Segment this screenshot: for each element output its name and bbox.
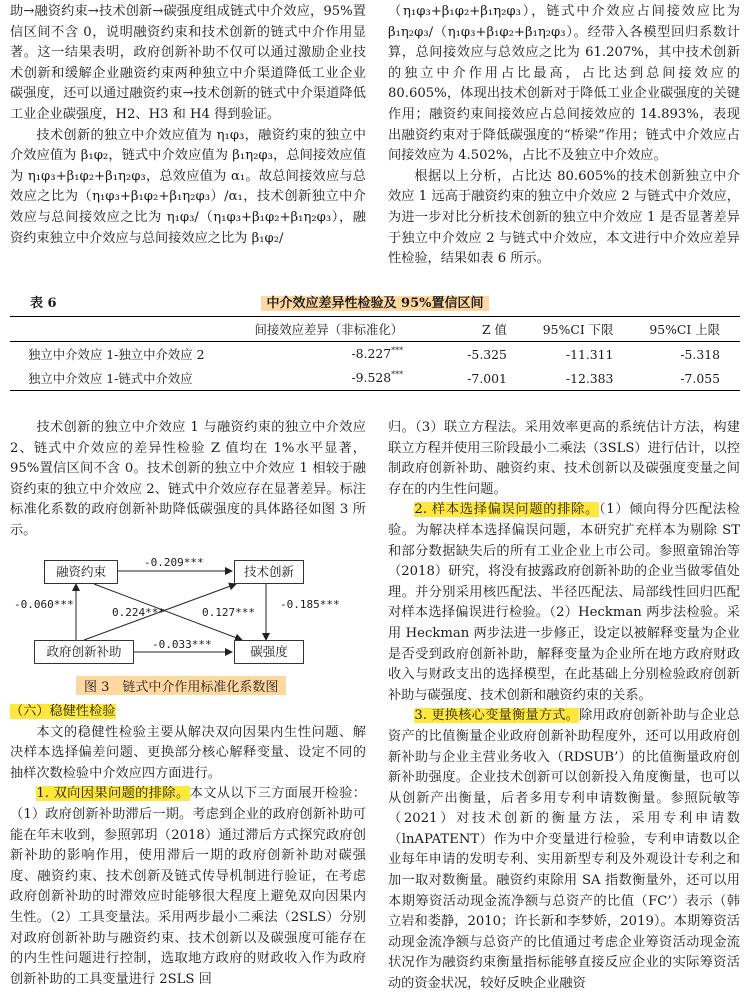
- row-name: 独立中介效应 1-链式中介效应: [28, 371, 193, 386]
- significance-mark: ***: [391, 346, 404, 356]
- significance-mark: ***: [391, 370, 404, 380]
- paragraph: [388, 500, 740, 706]
- edge-label: 0.127***: [202, 606, 255, 619]
- item-text: 本文从以下三方面展开检验：（1）政府创新补助滞后一期。考虑到企业的政府创新补助可能在年末收到，参照郭玥（2018）通过滞后方式探究政府创新补助的影响作用，使用滞后一期的政府创新补助对碳强度、融资约束、技术创新及链式传导机制进行验证，在考虑政府创新补助的时滞效应时能够很大程度上避免双向因果内生性。（2）工具变量法。采用两步最小二乘法（2SLS）分别对政府创新补助与融资约束、技术创新以及碳强度可能存在的内生性问题进行控制，选取地方政府的财政收入作为政府创新补助的工具变量进行 2SLS 回: [10, 786, 366, 987]
- diff-value: -9.528: [351, 370, 392, 386]
- item-title: 1. 双向因果问题的排除。: [36, 786, 190, 802]
- item-title: 2. 样本选择偏误问题的排除。: [414, 502, 599, 518]
- column-header: 间接效应差异（非标准化）: [254, 322, 404, 337]
- table-row: [10, 342, 740, 367]
- top-left-column: [10, 2, 366, 249]
- z-cell: -5.325: [467, 346, 507, 362]
- diff-cell: [253, 342, 403, 367]
- section-heading: （六）稳健性检验: [10, 704, 116, 719]
- diff-cell: [253, 366, 403, 391]
- paragraph: 根据以上分析，占比达 80.605%的技术创新独立中介效应 1 远高于融资约束的独立中介效应 2 与链式中介效应，为进一步对比分析技术创新的独立中介效应 1 是否显著差异于独立中介效应 2 与链式中介效应，本文进行中介效应差异性检验，结果如表 6 所示。: [388, 168, 740, 267]
- item-title: 3. 更换核心变量衡量方式。: [414, 708, 580, 724]
- figure-caption-text: 图 3 链式中介作用标准化系数图: [76, 676, 286, 695]
- edge-label: -0.033***: [152, 638, 212, 651]
- column-header: [10, 317, 253, 342]
- paragraph: [388, 706, 740, 994]
- table-header-row: [10, 317, 740, 342]
- edge-label: -0.060***: [14, 598, 74, 611]
- paragraph: 助→融资约束→技术创新→碳强度组成链式中介效应，95%置信区间不含 0，说明融资约束和技术创新的链式中介作用显著。这一结果表明，政府创新补助不仅可以通过激励企业技术创新和缓解企业融资约束两种独立中介渠道降低工业企业碳强度，还可以通过融资约束→技术创新的链式中介渠道降低工业企业碳强度，H2、H3 和 H4 得到验证。: [10, 4, 366, 122]
- node-tech-innovation: 技术创新: [234, 560, 304, 584]
- column-header: 95%CI 上限: [649, 322, 720, 337]
- edge-label: 0.224***: [112, 606, 165, 619]
- figure-caption: [76, 676, 286, 695]
- table-caption: 中介效应差异性检验及 95%置信区间: [261, 296, 490, 311]
- diff-value: -8.227: [351, 346, 392, 362]
- ci-high-cell: -7.055: [680, 370, 720, 386]
- paragraph: 本文的稳健性检验主要从解决双向因果内生性问题、解决样本选择偏差问题、更换部分核心解释变量、设定不同的抽样次数检验中介效应四方面进行。: [10, 724, 366, 781]
- node-finance-constraint: 融资约束: [44, 560, 118, 584]
- bottom-left-column: [10, 418, 366, 542]
- row-name: 独立中介效应 1-独立中介效应 2: [28, 347, 205, 362]
- top-right-column: [388, 2, 740, 270]
- z-cell: -7.001: [467, 370, 507, 386]
- bottom-left-continued: [10, 702, 366, 990]
- edge-label: -0.185***: [280, 598, 340, 611]
- item-text: （1）倾向得分匹配法检验。为解决样本选择偏误问题，本研究扩充样本为剔除 ST 和部分数据缺失后的所有工业企业上市公司。参照童锦治等（2018）研究，将没有披露政府创新补助的企业当做零值处理。并分别采用核匹配法、半径匹配法、局部线性回归匹配对样本选择偏误进行检验。（2）Heckman 两步法检验。采用 Heckman 两步法进一步修正，设定以被解释变量为企业是否受到政府创新补助，解释变量为企业所在地方政府财政收入与财政支出的选择模型，在此基础上分别检验政府创新补助与碳强度、技术创新和融资约束的关系。: [388, 502, 740, 703]
- data-table: [10, 316, 740, 391]
- column-header: Z 值: [481, 322, 507, 337]
- bottom-right-column: [388, 418, 740, 995]
- paragraph: 技术创新的独立中介效应 1 与融资约束的独立中介效应 2、链式中介效应的差异性检验 Z 值均在 1%水平显著，95%置信区间不含 0。技术创新的独立中介效应 1 相较于融资约束的独立中介效应 2、链式中介效应存在显著差异。标注标准化系数的政府创新补助降低碳强度的具体路径如图 3 所示。: [10, 420, 366, 538]
- paragraph: （η₁φ₃+β₁φ₂+β₁η₂φ₃），链式中介效应占间接效应比为 β₁η₂φ₃/（η₁φ₃+β₁φ₂+β₁η₂φ₃）。经带入各模型回归系数计算，总间接效应与总效应之比为 61.207%，其中技术创新的独立中介作用占比最高，占比达到总间接效应的 80.605%，体现出技术创新对于降低工业企业碳强度的关键作用；融资约束间接效应占总间接效应的 14.893%，表现出融资约束对于降低碳强度的“桥梁”作用；链式中介效应占间接效应为 4.502%，占比不及独立中介效应。: [388, 4, 740, 164]
- ci-high-cell: -5.318: [680, 346, 720, 362]
- paragraph: [10, 784, 366, 990]
- node-gov-subsidy: 政府创新补助: [34, 640, 134, 664]
- table-row: [10, 366, 740, 391]
- column-header: 95%CI 下限: [542, 322, 614, 337]
- item-text: 除用政府创新补助与企业总资产的比值衡量企业政府创新补助程度外，还可以用政府创新补助与企业主营业务收入（RDSUB’）的比值衡量政府创新补助强度。企业技术创新可以创新投入角度衡量，也可以从创新产出衡量，后者多用专利申请数衡量。参照阮敏等（2021）对技术创新的衡量方法，采用专利申请数（lnAPATENT）作为中介变量进行检验，专利申请数以企业每年申请的发明专利、实用新型专利及外观设计专利之和加一取对数衡量。融资约束除用 SA 指数衡量外，还可以用本期筹资活动现金流净额与总资产的比值（FC’）表示（韩立岩和娄静，2010；许长新和李梦娇，2019）。本期筹资活动现金流净额与总资产的比值通过考虑企业筹资活动现金流状况作为融资约束衡量指标能够直接反应企业的实际筹资活动的资金状况，较好反映企业融资: [388, 708, 740, 992]
- node-carbon-intensity: 碳强度: [234, 640, 304, 664]
- edge-label: -0.209***: [144, 556, 204, 569]
- ci-low-cell: -12.383: [565, 370, 614, 386]
- paragraph: 归。（3）联立方程法。采用效率更高的系统估计方法，构建联立方程并使用三阶段最小二乘法（3SLS）进行估计，以控制政府创新补助、融资约束、技术创新以及碳强度变量之间存在的内生性问题。: [388, 420, 740, 497]
- table-label: 表 6: [30, 296, 57, 311]
- paragraph: 技术创新的独立中介效应值为 η₁φ₃，融资约束的独立中介效应值为 β₁φ₂，链式中介效应值为 β₁η₂φ₃，总间接效应值为 η₁φ₃+β₁φ₂+β₁η₂φ₃，总效应值为 α₁。故总间接效应与总效应之比为（η₁φ₃+β₁φ₂+β₁η₂φ₃）/α₁，技术创新独立中介效应与总间接效应之比为 η₁φ₃/（η₁φ₃+β₁φ₂+β₁η₂φ₃），融资约束独立中介效应与总间接效应之比为 β₁φ₂/: [10, 127, 366, 246]
- ci-low-cell: -11.311: [565, 346, 614, 362]
